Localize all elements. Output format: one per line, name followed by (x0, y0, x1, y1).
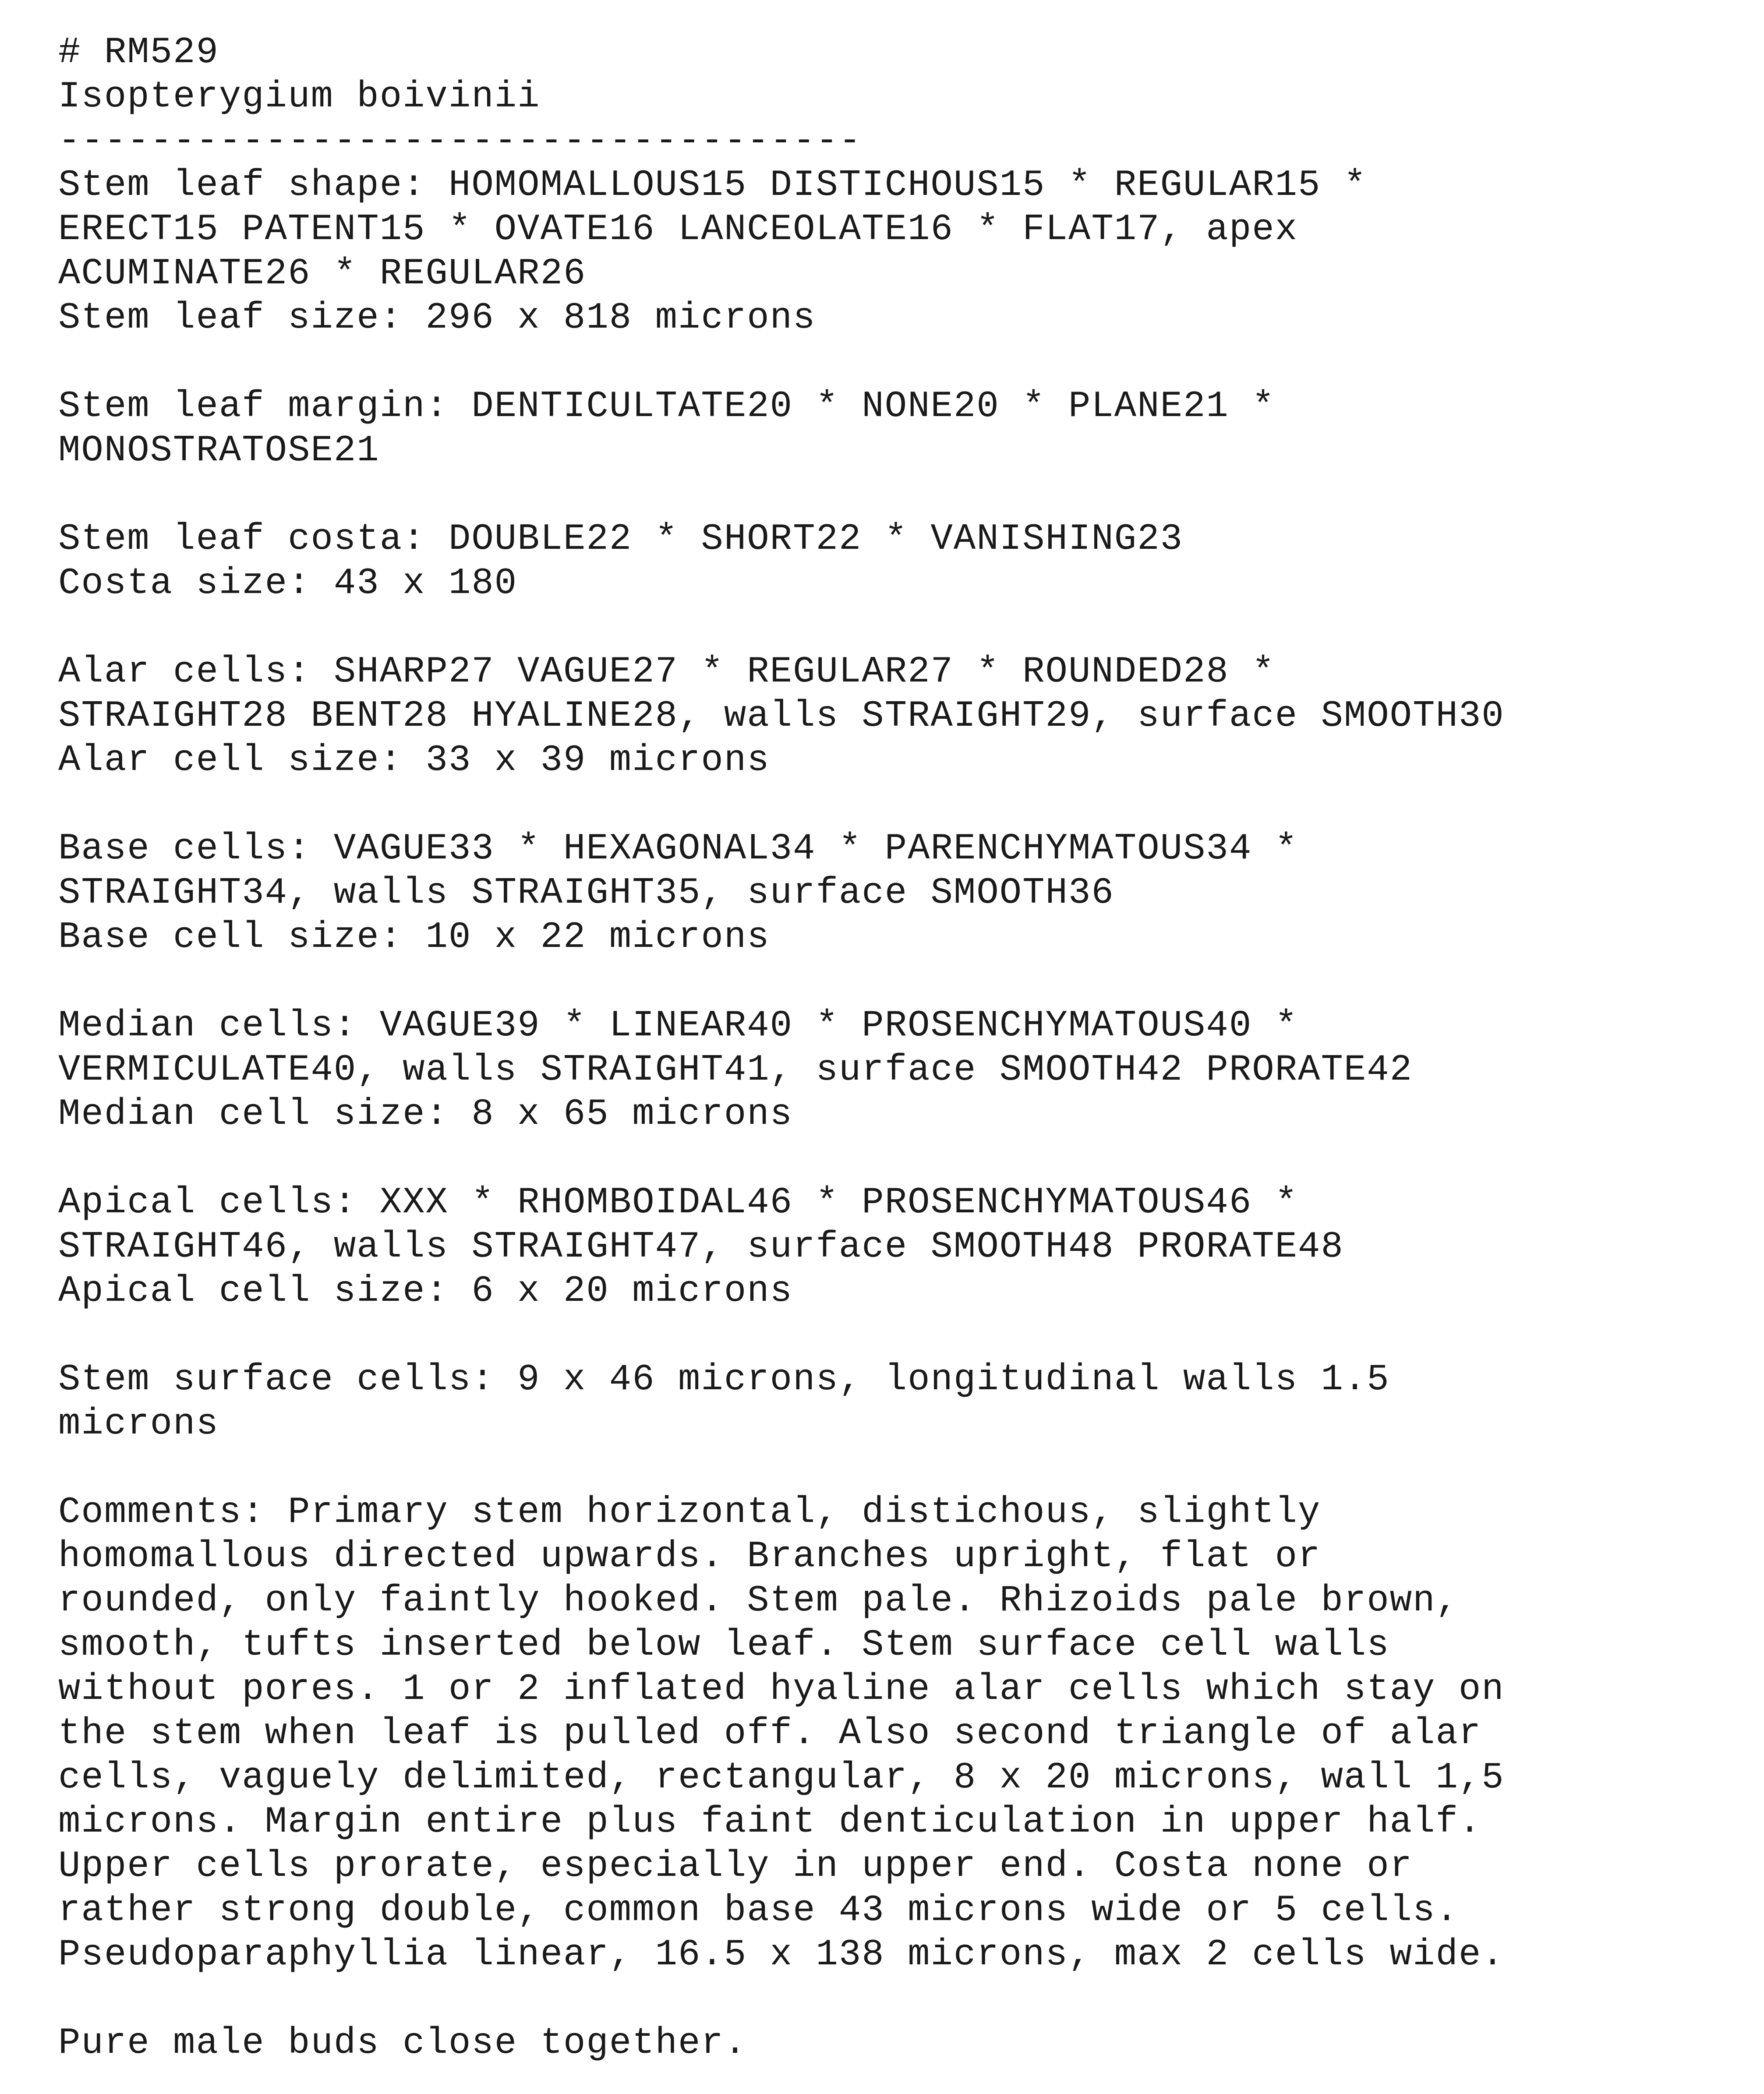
separator-line: ----------------------------------- (58, 120, 862, 162)
comments-line-6: the stem when leaf is pulled off. Also second triangle of alar (58, 1713, 1482, 1755)
stem-leaf-margin-line-1: Stem leaf margin: DENTICULTATE20 * NONE20 * PLANE21 * (58, 386, 1275, 427)
stem-leaf-size: Stem leaf size: 296 x 818 microns (58, 297, 816, 339)
stem-leaf-margin-line-2: MONOSTRATOSE21 (58, 430, 380, 472)
base-cells-line-1: Base cells: VAGUE33 * HEXAGONAL34 * PARENCHYMATOUS34 * (58, 828, 1298, 870)
stem-leaf-shape-line-2: ERECT15 PATENT15 * OVATE16 LANCEOLATE16 * FLAT17, apex (58, 209, 1298, 251)
blank-line (58, 1314, 1749, 1358)
stem-leaf-costa: Stem leaf costa: DOUBLE22 * SHORT22 * VANISHING23 (58, 519, 1184, 560)
blank-line (58, 1446, 1749, 1490)
median-cells-line-2: VERMICULATE40, walls STRAIGHT41, surface SMOOTH42 PRORATE42 (58, 1049, 1413, 1091)
comments-line-11: Pseudoparaphyllia linear, 16.5 x 138 microns, max 2 cells wide. (58, 1934, 1505, 1976)
comments-line-4: smooth, tufts inserted below leaf. Stem surface cell walls (58, 1624, 1390, 1666)
costa-size: Costa size: 43 x 180 (58, 563, 518, 604)
comments-line-8: microns. Margin entire plus faint denticulation in upper half. (58, 1801, 1482, 1843)
specimen-description (58, 31, 1749, 2066)
base-cell-size: Base cell size: 10 x 22 microns (58, 917, 770, 958)
alar-cell-size: Alar cell size: 33 x 39 microns (58, 740, 770, 781)
comments-line-10: rather strong double, common base 43 microns wide or 5 cells. (58, 1890, 1459, 1932)
stem-leaf-shape-line-1: Stem leaf shape: HOMOMALLOUS15 DISTICHOUS15 * REGULAR15 * (58, 165, 1367, 206)
blank-line (58, 340, 1749, 385)
stem-surface-line-2: microns (58, 1403, 219, 1445)
median-cell-size: Median cell size: 8 x 65 microns (58, 1094, 793, 1135)
blank-line (58, 1137, 1749, 1181)
alar-cells-line-1: Alar cells: SHARP27 VAGUE27 * REGULAR27 * ROUNDED28 * (58, 651, 1275, 693)
stem-leaf-shape-line-3: ACUMINATE26 * REGULAR26 (58, 253, 587, 295)
blank-line (58, 473, 1749, 517)
apical-cell-size: Apical cell size: 6 x 20 microns (58, 1271, 793, 1312)
record-id: # RM529 (58, 32, 219, 74)
alar-cells-line-2: STRAIGHT28 BENT28 HYALINE28, walls STRAIGHT29, surface SMOOTH30 (58, 696, 1505, 737)
blank-line (58, 1977, 1749, 2021)
blank-line (58, 606, 1749, 650)
footer-note: Pure male buds close together. (58, 2023, 747, 2064)
comments-line-9: Upper cells prorate, especially in upper end. Costa none or (58, 1846, 1413, 1887)
stem-surface-line-1: Stem surface cells: 9 x 46 microns, longitudinal walls 1.5 (58, 1359, 1390, 1401)
base-cells-line-2: STRAIGHT34, walls STRAIGHT35, surface SMOOTH36 (58, 872, 1114, 914)
blank-line (58, 960, 1749, 1004)
comments-line-2: homomallous directed upwards. Branches upright, flat or (58, 1536, 1321, 1578)
comments-line-5: without pores. 1 or 2 inflated hyaline alar cells which stay on (58, 1669, 1505, 1710)
median-cells-line-1: Median cells: VAGUE39 * LINEAR40 * PROSENCHYMATOUS40 * (58, 1005, 1298, 1047)
apical-cells-line-1: Apical cells: XXX * RHOMBOIDAL46 * PROSENCHYMATOUS46 * (58, 1182, 1298, 1224)
comments-line-7: cells, vaguely delimited, rectangular, 8 x 20 microns, wall 1,5 (58, 1757, 1505, 1799)
blank-line (58, 783, 1749, 827)
comments-line-1: Comments: Primary stem horizontal, distichous, slightly (58, 1492, 1321, 1533)
comments-line-3: rounded, only faintly hooked. Stem pale. Rhizoids pale brown, (58, 1580, 1459, 1622)
species-name: Isopterygium boivinii (58, 76, 541, 118)
apical-cells-line-2: STRAIGHT46, walls STRAIGHT47, surface SMOOTH48 PRORATE48 (58, 1226, 1344, 1268)
